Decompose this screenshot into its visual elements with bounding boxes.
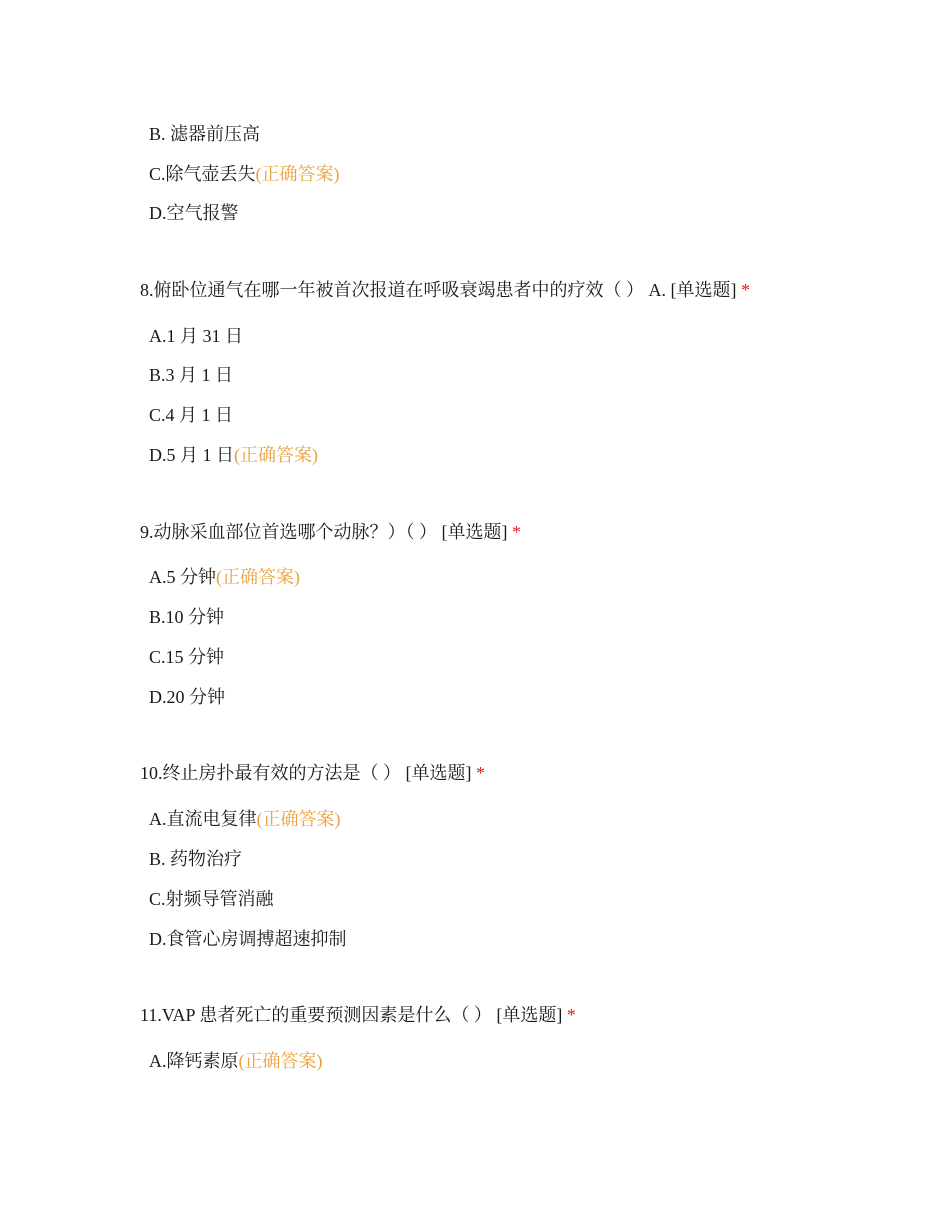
question-10-title <box>140 762 485 784</box>
option-text: A.1 月 31 日 <box>149 326 243 346</box>
option-11a <box>149 1050 323 1072</box>
question-8-title <box>140 279 750 301</box>
question-title: 10.终止房扑最有效的方法是（ ） <box>140 763 401 783</box>
option-text: C.15 分钟 <box>149 647 225 667</box>
option-9d <box>149 686 225 708</box>
option-text: C.射频导管消融 <box>149 889 274 909</box>
correct-answer-tag: (正确答案) <box>234 445 318 465</box>
option-8d <box>149 444 318 466</box>
option-10b <box>149 848 242 870</box>
question-title: 9.动脉采血部位首选哪个动脉？）（ ） <box>140 522 437 542</box>
option-text: B. 药物治疗 <box>149 849 243 869</box>
option-text: B.10 分钟 <box>149 607 225 627</box>
option-text: D.5 月 1 日 <box>149 445 234 465</box>
option-10d <box>149 928 347 950</box>
question-title: 11.VAP 患者死亡的重要预测因素是什么（ ） <box>140 1005 492 1025</box>
option-text: C.4 月 1 日 <box>149 405 234 425</box>
question-type-tag: [单选题] <box>405 763 472 783</box>
option-text: B.3 月 1 日 <box>149 365 234 385</box>
option-9b <box>149 606 224 628</box>
required-mark: * <box>741 280 750 300</box>
required-mark: * <box>512 522 521 542</box>
option-9c <box>149 646 224 668</box>
option-9a <box>149 566 300 588</box>
question-9-title <box>140 521 521 543</box>
question-type-tag: [单选题] <box>670 280 737 300</box>
question-type-tag: [单选题] <box>496 1005 563 1025</box>
option-7b <box>149 123 260 145</box>
option-7d <box>149 202 239 224</box>
question-type-tag: [单选题] <box>441 522 508 542</box>
question-11-title <box>140 1004 576 1026</box>
required-mark: * <box>566 1005 576 1025</box>
option-text: B. 滤器前压高 <box>149 124 261 144</box>
option-10c <box>149 888 274 910</box>
option-8a <box>149 325 243 347</box>
option-text: A.5 分钟 <box>149 567 216 587</box>
correct-answer-tag: (正确答案) <box>238 1051 323 1071</box>
option-8c <box>149 404 233 426</box>
option-text: D.食管心房调搏超速抑制 <box>149 929 347 949</box>
option-text: D.空气报警 <box>149 203 239 223</box>
question-title: 8.俯卧位通气在哪一年被首次报道在呼吸衰竭患者中的疗效（ ） A. <box>140 280 666 300</box>
option-8b <box>149 364 233 386</box>
required-mark: * <box>476 763 485 783</box>
option-text: A.降钙素原 <box>149 1051 239 1071</box>
correct-answer-tag: (正确答案) <box>256 809 341 829</box>
option-10a <box>149 808 341 830</box>
option-text: C.除气壶丢失 <box>149 164 256 184</box>
correct-answer-tag: (正确答案) <box>255 164 340 184</box>
correct-answer-tag: (正确答案) <box>216 567 300 587</box>
option-text: D.20 分钟 <box>149 687 225 707</box>
option-text: A.直流电复律 <box>149 809 257 829</box>
option-7c <box>149 163 340 185</box>
